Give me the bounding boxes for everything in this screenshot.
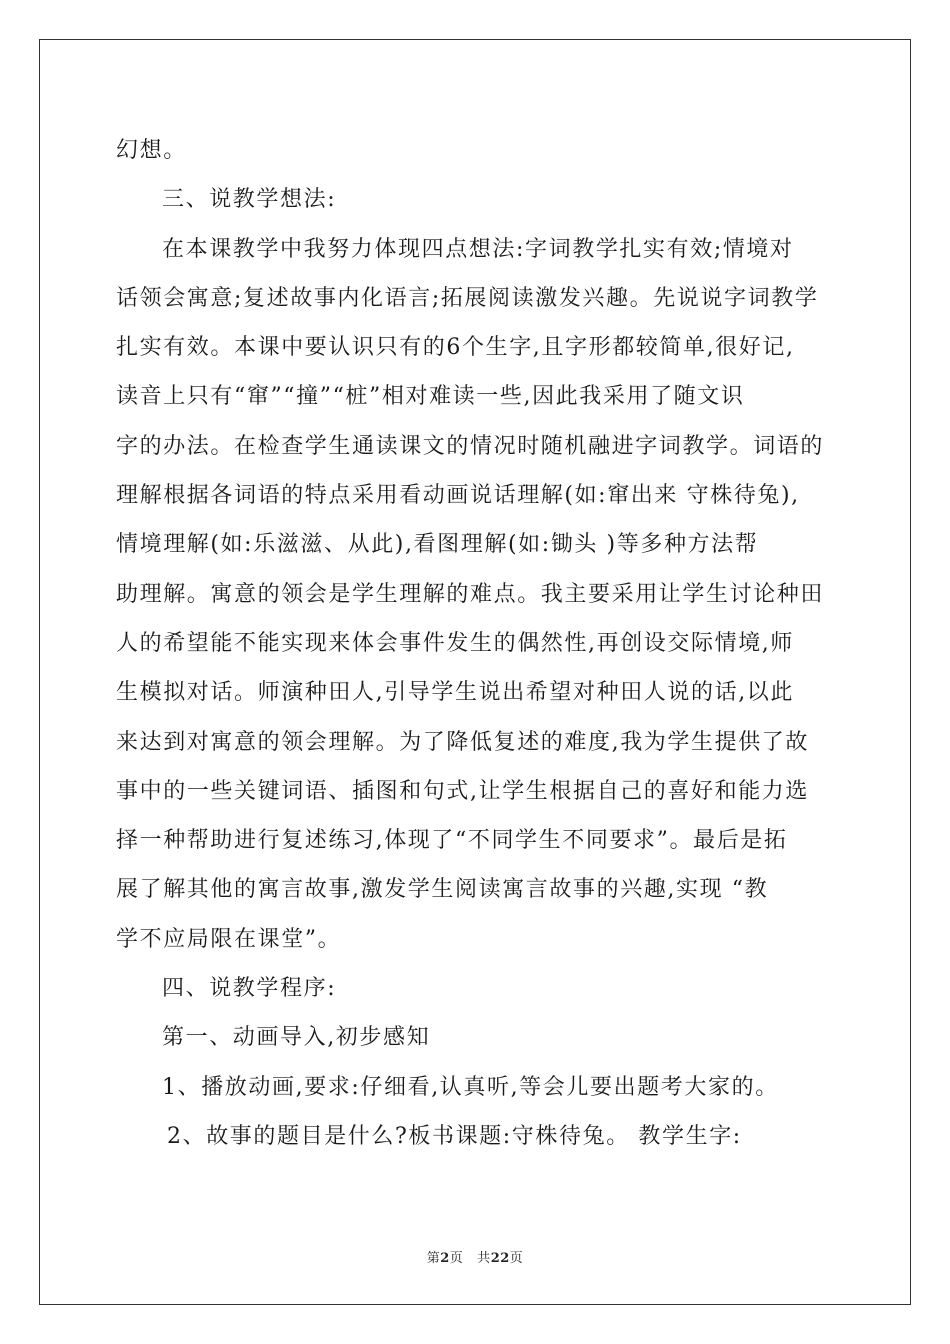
- total-prefix: 共: [477, 1251, 491, 1266]
- document-body: [116, 126, 836, 1161]
- text-line: 生模拟对话。师演种田人,引导学生说出希望对种田人说的话,以此: [116, 680, 794, 706]
- list-item: 1、播放动画,要求:仔细看,认真听,等会儿要出题考大家的。: [162, 1074, 779, 1100]
- text-line: 学不应局限在课堂”。: [116, 926, 342, 952]
- text-line: 择一种帮助进行复述练习,体现了“不同学生不同要求”。最后是拓: [116, 828, 788, 854]
- page-number: 2: [440, 1251, 450, 1266]
- text-line: 幻想。: [116, 138, 187, 163]
- text-line: 读音上只有“窜”“撞”“桩”相对难读一些,因此我采用了随文识: [116, 384, 745, 410]
- page-prefix: 第: [426, 1251, 441, 1266]
- section-heading-4: 四、说教学程序:: [162, 976, 337, 1002]
- text-line: 展了解其他的寓言故事,激发学生阅读寓言故事的兴趣,实现 “教: [116, 877, 769, 903]
- text-line: 情境理解(如:乐滋滋、从此),看图理解(如:锄头 )等多种方法帮: [116, 532, 759, 558]
- section-heading-3: 三、说教学想法:: [162, 187, 337, 213]
- text-line: 事中的一些关键词语、插图和句式,让学生根据自己的喜好和能力选: [116, 778, 809, 804]
- list-item: 2、故事的题目是什么?板书课题:守株待兔。 教学生字:: [167, 1123, 742, 1149]
- text-line: 人的希望能不能实现来体会事件发生的偶然性,再创设交际情境,师: [116, 630, 794, 656]
- page-footer: [0, 1247, 950, 1266]
- text-line: 扎实有效。本课中要认识只有的6个生字,且字形都较简单,很好记,: [116, 335, 795, 361]
- page-unit: 页: [449, 1251, 464, 1266]
- text-line: 话领会寓意;复述故事内化语言;拓展阅读激发兴趣。先说说字词教学: [116, 285, 819, 311]
- text-line: 助理解。寓意的领会是学生理解的难点。我主要采用让学生讨论种田: [116, 581, 825, 607]
- text-line: 理解根据各词语的特点采用看动画说话理解(如:窜出来 守株待兔),: [116, 483, 800, 509]
- total-unit: 页: [509, 1251, 524, 1266]
- total-pages: 22: [490, 1251, 510, 1266]
- text-line: 来达到对寓意的领会理解。为了降低复述的难度,我为学生提供了故: [116, 729, 809, 755]
- subsection-heading: 第一、动画导入,初步感知: [162, 1025, 431, 1051]
- text-line: 在本课教学中我努力体现四点想法:字词教学扎实有效;情境对: [162, 236, 794, 262]
- text-line: 字的办法。在检查学生通读课文的情况时随机融进字词教学。词语的: [116, 433, 825, 459]
